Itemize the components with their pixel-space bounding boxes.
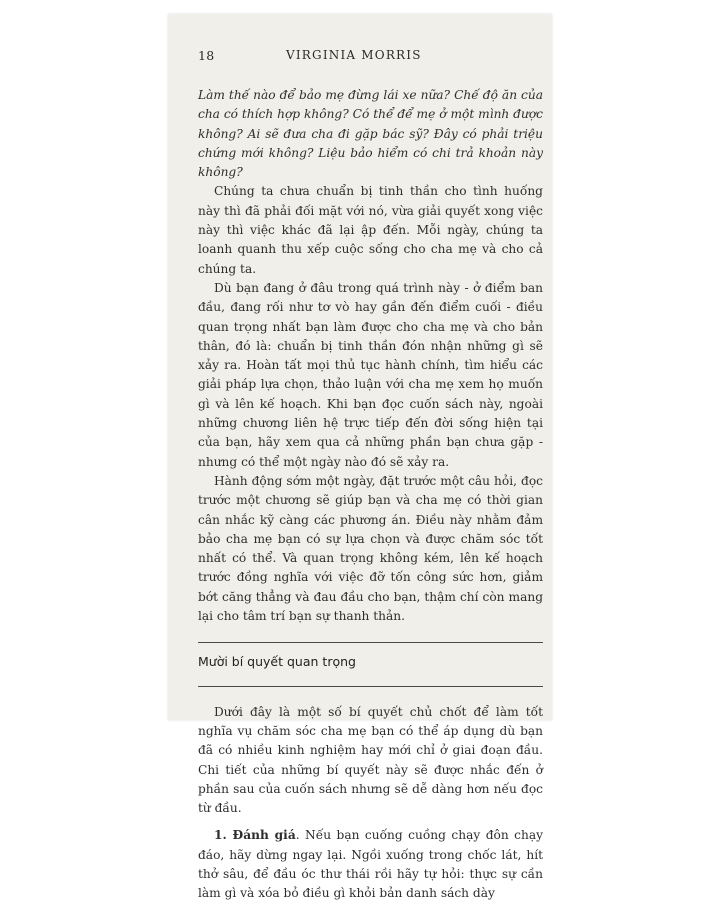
tip-1-text: . Nếu bạn cuống cuồng chạy đôn chạy đáo, hãy dừng ngay lại. Ngồi xuống trong chốc lát, hít thở sâu, để đầu óc thư thái rồi hãy tự hỏi: thực sự cần làm gì và xóa bỏ điều gì khỏi bản danh sách dày: [198, 828, 543, 901]
paragraph-3: Dù bạn đang ở đâu trong quá trình này - ở điểm ban đầu, đang rối như tơ vò hay gần đến điểm cuối - điều quan trọng nhất bạn làm được cho cha mẹ và cho bản thân, đó là: chuẩn bị tinh thần đón nhận những gì sẽ xảy ra. Hoàn tất mọi thủ tục hành chính, tìm hiểu các giải pháp lựa chọn, thảo luận với cha mẹ xem họ muốn gì và lên kế hoạch. Khi bạn đọc cuốn sách này, ngoài những chương liên hệ trực tiếp đến đời sống hiện tại của bạn, hãy xem qua cả những phần bạn chưa gặp - nhưng có thể một ngày nào đó sẽ xảy ra.: [198, 280, 543, 469]
tip-1-label: 1. Đánh giá: [214, 828, 296, 843]
author-name: VIRGINIA MORRIS: [286, 48, 422, 62]
paragraph-2: Chúng ta chưa chuẩn bị tinh thần cho tình huống này thì đã phải đối mặt với nó, vừa giải quyết xong việc này thì việc khác đã lại ập đến. Mỗi ngày, chúng ta loanh quanh thu xếp cuộc sống cho cha mẹ và cho cả chúng ta.: [198, 184, 543, 276]
page-number: 18: [198, 48, 215, 63]
intro-questions: Làm thế nào để bảo mẹ đừng lái xe nữa? Chế độ ăn của cha có thích hợp không? Có thể để mẹ ở một mình được không? Ai sẽ đưa cha đi gặp bác sỹ? Đây có phải triệu chứng mới không? Liệu bảo hiểm có chi trả khoản này không?: [198, 88, 543, 180]
section-title: Mười bí quyết quan trọng: [198, 654, 356, 670]
paragraph-4: Hành động sớm một ngày, đặt trước một câu hỏi, đọc trước một chương sẽ giúp bạn và cha mẹ có thời gian cân nhắc kỹ càng các phương án. Điều này nhằm đảm bảo cha mẹ bạn có sự lựa chọn và được chăm sóc tốt nhất có thể. Và quan trọng không kém, lên kế hoạch trước đồng nghĩa với việc đỡ tốn công sức hơn, giảm bớt căng thẳng và đau đầu cho bạn, thậm chí còn mang lại cho tâm trí bạn sự thanh thản.: [198, 473, 543, 624]
page-body: [198, 86, 543, 904]
book-page: [168, 14, 552, 901]
paragraph-5: Dưới đây là một số bí quyết chủ chốt để làm tốt nghĩa vụ chăm sóc cha mẹ bạn có thể áp dụng dù bạn đã có nhiều kinh nghiệm hay mới chỉ ở giai đoạn đầu. Chi tiết của những bí quyết này sẽ được nhắc đến ở phần sau của cuốn sách nhưng sẽ dễ dàng hơn nếu đọc từ đầu.: [198, 704, 543, 816]
tip-1: [198, 826, 543, 903]
